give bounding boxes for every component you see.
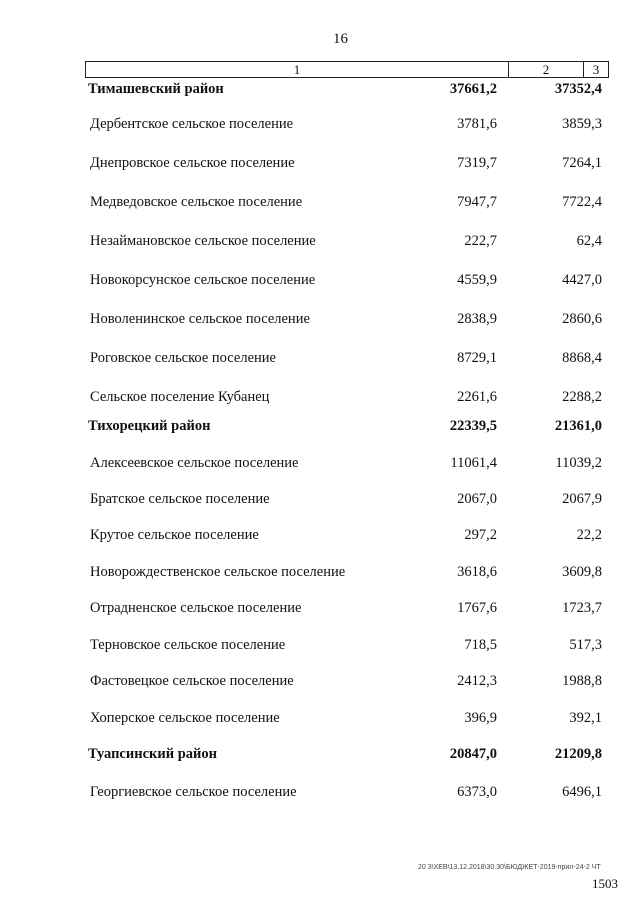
row-value-2: 22339,5 bbox=[449, 418, 497, 434]
row-value-3: 8868,4 bbox=[562, 350, 602, 366]
row-value-2: 3781,6 bbox=[457, 116, 497, 132]
row-value-3: 6496,1 bbox=[562, 784, 602, 800]
row-name: Сельское поселение Кубанец bbox=[90, 389, 270, 405]
row-value-2: 20847,0 bbox=[449, 746, 497, 762]
row-value-2: 2067,0 bbox=[457, 491, 497, 507]
row-name: Фастовецкое сельское поселение bbox=[90, 673, 294, 689]
row-value-2: 3618,6 bbox=[457, 564, 497, 580]
row-value-3: 2067,9 bbox=[562, 491, 602, 507]
table-row bbox=[0, 491, 640, 511]
row-value-2: 1767,6 bbox=[457, 600, 497, 616]
table-row bbox=[0, 784, 640, 804]
table-row bbox=[0, 350, 640, 370]
table-row bbox=[0, 564, 640, 584]
table-row bbox=[0, 389, 640, 409]
row-value-3: 392,1 bbox=[569, 710, 602, 726]
page-number: 16 bbox=[333, 31, 348, 47]
row-name: Хоперское сельское поселение bbox=[90, 710, 280, 726]
table-row bbox=[0, 81, 640, 101]
table-row bbox=[0, 418, 640, 438]
row-name: Георгиевское сельское поселение bbox=[90, 784, 297, 800]
table-row bbox=[0, 600, 640, 620]
row-value-2: 297,2 bbox=[464, 527, 497, 543]
table-row bbox=[0, 311, 640, 331]
row-name: Роговское сельское поселение bbox=[90, 350, 276, 366]
row-value-2: 718,5 bbox=[464, 637, 497, 653]
row-value-2: 37661,2 bbox=[449, 81, 497, 97]
row-value-3: 3609,8 bbox=[562, 564, 602, 580]
row-value-3: 11039,2 bbox=[555, 455, 602, 471]
row-name: Тимашевский район bbox=[88, 81, 224, 97]
row-name: Днепровское сельское поселение bbox=[90, 155, 295, 171]
row-value-3: 7722,4 bbox=[562, 194, 602, 210]
row-name: Терновское сельское поселение bbox=[90, 637, 286, 653]
row-value-3: 517,3 bbox=[569, 637, 602, 653]
row-value-3: 22,2 bbox=[576, 527, 602, 543]
row-value-3: 1988,8 bbox=[562, 673, 602, 689]
row-value-3: 2860,6 bbox=[562, 311, 602, 327]
column-header-1: 1 bbox=[86, 62, 509, 77]
row-name: Крутое сельское поселение bbox=[90, 527, 259, 543]
row-value-3: 21209,8 bbox=[554, 746, 602, 762]
row-value-3: 1723,7 bbox=[562, 600, 602, 616]
table-row bbox=[0, 155, 640, 175]
row-value-2: 396,9 bbox=[464, 710, 497, 726]
table-row bbox=[0, 710, 640, 730]
table-header bbox=[85, 61, 609, 78]
row-value-3: 21361,0 bbox=[554, 418, 602, 434]
row-name: Новокорсунское сельское поселение bbox=[90, 272, 316, 288]
column-header-3: 3 bbox=[592, 62, 600, 77]
table-row bbox=[0, 455, 640, 475]
row-value-2: 11061,4 bbox=[450, 455, 497, 471]
row-value-2: 2838,9 bbox=[457, 311, 497, 327]
row-name: Дербентское сельское поселение bbox=[90, 116, 294, 132]
row-value-2: 8729,1 bbox=[457, 350, 497, 366]
row-name: Тихорецкий район bbox=[88, 418, 211, 434]
table-row bbox=[0, 272, 640, 292]
document-footer-code: 20 3\ХЕВ\13.12.2018\30.30\БЮДЖЕТ-2019-прил-24-2 ЧТ bbox=[418, 864, 601, 871]
sheet-number: 1503 bbox=[592, 876, 618, 891]
row-name: Новоленинское сельское поселение bbox=[90, 311, 310, 327]
table-row bbox=[0, 637, 640, 657]
column-header-2: 2 bbox=[509, 62, 584, 77]
row-value-3: 62,4 bbox=[576, 233, 602, 249]
row-value-2: 4559,9 bbox=[457, 272, 497, 288]
row-name: Незаймановское сельское поселение bbox=[90, 233, 316, 249]
row-value-2: 222,7 bbox=[464, 233, 497, 249]
row-value-2: 7947,7 bbox=[457, 194, 497, 210]
row-value-2: 6373,0 bbox=[457, 784, 497, 800]
row-value-2: 2261,6 bbox=[457, 389, 497, 405]
table-row bbox=[0, 673, 640, 693]
row-name: Алексеевское сельское поселение bbox=[90, 455, 299, 471]
row-value-3: 37352,4 bbox=[554, 81, 602, 97]
row-name: Отрадненское сельское поселение bbox=[90, 600, 302, 616]
row-value-3: 4427,0 bbox=[562, 272, 602, 288]
row-name: Туапсинский район bbox=[88, 746, 217, 762]
row-value-2: 7319,7 bbox=[457, 155, 497, 171]
table-row bbox=[0, 746, 640, 766]
row-name: Братское сельское поселение bbox=[90, 491, 270, 507]
table-row bbox=[0, 116, 640, 136]
row-value-3: 3859,3 bbox=[562, 116, 602, 132]
table-row bbox=[0, 527, 640, 547]
row-name: Медведовское сельское поселение bbox=[90, 194, 303, 210]
row-value-2: 2412,3 bbox=[457, 673, 497, 689]
table-row bbox=[0, 194, 640, 214]
table-row bbox=[0, 233, 640, 253]
row-value-3: 7264,1 bbox=[562, 155, 602, 171]
row-name: Новорождественское сельское поселение bbox=[90, 564, 346, 580]
row-value-3: 2288,2 bbox=[562, 389, 602, 405]
